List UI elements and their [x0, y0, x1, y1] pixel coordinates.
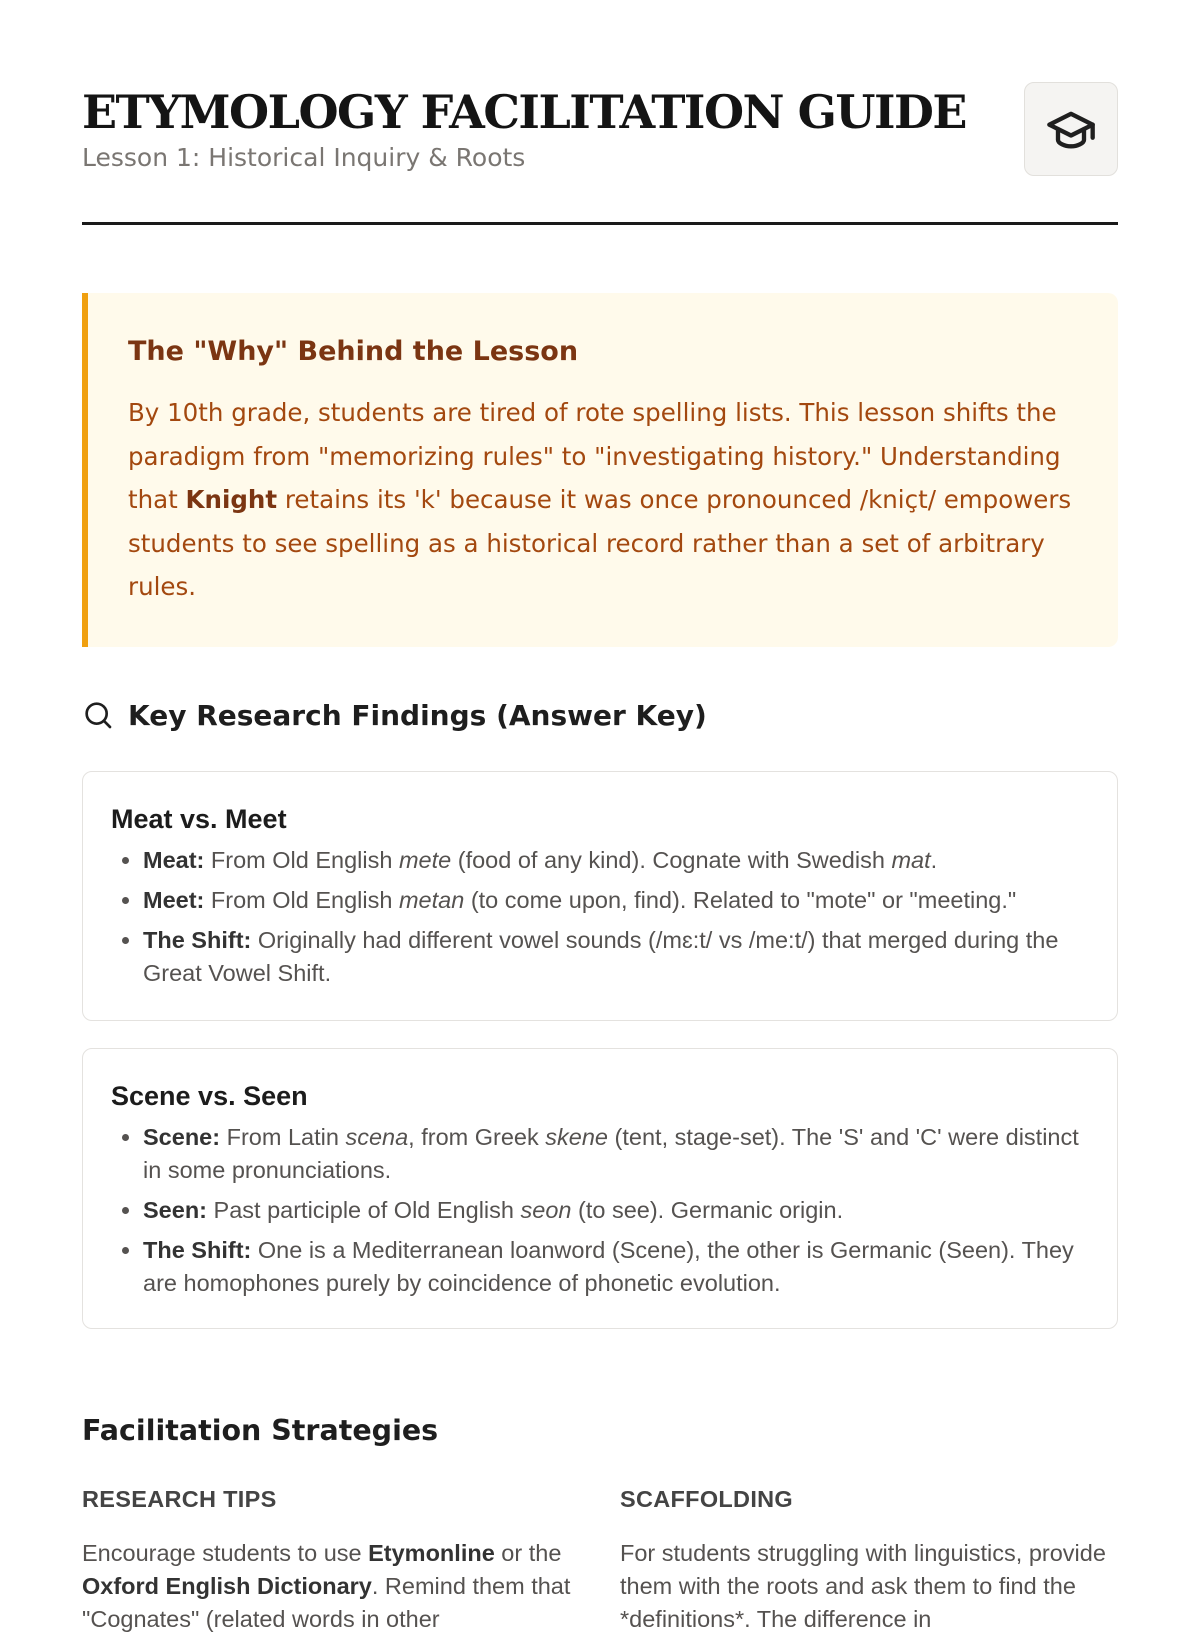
list-item [143, 924, 1089, 990]
item-text: . [930, 847, 938, 873]
facilitation-title: Facilitation Strategies [82, 1414, 439, 1447]
card-title: Meat vs. Meet [111, 804, 287, 834]
findings-title: Key Research Findings (Answer Key) [128, 698, 707, 732]
item-label: The Shift: [143, 1237, 252, 1263]
page-header [82, 0, 1118, 225]
page-title: ETYMOLOGY FACILITATION GUIDE [82, 85, 966, 139]
facilitation-columns [82, 1483, 1118, 1636]
why-bold-knight: Knight [185, 485, 278, 514]
item-label: Meat: [143, 847, 205, 873]
finding-card-meat-meet [82, 771, 1118, 1021]
item-italic: mete [398, 847, 452, 873]
tip-text: or the [494, 1540, 562, 1566]
list-item [143, 1234, 1089, 1300]
finding-card-scene-seen [82, 1048, 1118, 1329]
finding-list [111, 844, 1089, 990]
list-item [143, 884, 1089, 917]
item-text: (food of any kind). Cognate with Swedish [451, 847, 892, 873]
item-italic: skene [545, 1124, 609, 1150]
item-text: From Old English [204, 887, 399, 913]
tip-bold: Oxford English Dictionary [82, 1573, 372, 1599]
item-italic: metan [398, 887, 465, 913]
list-item [143, 1194, 1089, 1227]
tip-bold: Etymonline [368, 1540, 495, 1566]
item-text: (tent, stage-set). The 'S' and 'C' were distinct in some pronunciations. [143, 1124, 1079, 1183]
why-title: The "Why" Behind the Lesson [128, 336, 579, 367]
item-text: (to see). Germanic origin. [571, 1197, 844, 1223]
item-italic: scena [345, 1124, 409, 1150]
item-text: Past participle of Old English [207, 1197, 521, 1223]
finding-list [111, 1121, 1089, 1300]
why-callout [82, 293, 1118, 647]
list-item [143, 1121, 1089, 1187]
item-text: (to come upon, find). Related to "mote" or "meeting." [464, 887, 1017, 913]
item-text: From Old English [204, 847, 399, 873]
item-label: Scene: [143, 1124, 221, 1150]
findings-heading [82, 691, 1118, 739]
why-body [128, 391, 1078, 609]
item-text: Originally had different vowel sounds (/mɛ:t/ vs /me:t/) that merged during the Great Vowel Shift. [143, 927, 1059, 986]
tip-text: Encourage students to use [82, 1540, 369, 1566]
item-italic: seon [520, 1197, 572, 1223]
search-icon [82, 699, 114, 731]
tip-text: . Remind them that "Cognates" (related words in other [82, 1573, 571, 1632]
item-text: From Latin [220, 1124, 346, 1150]
why-text-1: By 10th grade, students are tired of rote spelling lists. This lesson shifts the paradigm from "memorizing rules" to "investigating history." Understanding that [128, 398, 1061, 514]
list-item [143, 844, 1089, 877]
item-text: , from Greek [408, 1124, 546, 1150]
scaffolding-heading: SCAFFOLDING [620, 1486, 794, 1512]
graduation-cap-button[interactable] [1024, 82, 1118, 176]
research-tips-column [82, 1483, 580, 1636]
item-label: The Shift: [143, 927, 252, 953]
graduation-cap-icon [1045, 103, 1097, 155]
why-text-2: retains its 'k' because it was once pronounced /kniçt/ empowers students to see spelling as a historical record rather than a set of arbitrary rules. [128, 485, 1072, 601]
card-title: Scene vs. Seen [111, 1081, 308, 1111]
research-tips-heading: RESEARCH TIPS [82, 1486, 277, 1512]
item-italic: mat [891, 847, 931, 873]
scaffolding-text: For students struggling with linguistics, provide them with the roots and ask them to find the *definitions*. The difference in [620, 1540, 1106, 1632]
page-subtitle: Lesson 1: Historical Inquiry & Roots [82, 143, 526, 172]
item-text: One is a Mediterranean loanword (Scene), the other is Germanic (Seen). They are homophones purely by coincidence of phonetic evolution. [143, 1237, 1074, 1296]
scaffolding-column [620, 1483, 1118, 1636]
research-tips-text [82, 1537, 580, 1636]
item-label: Seen: [143, 1197, 207, 1223]
item-label: Meet: [143, 887, 205, 913]
